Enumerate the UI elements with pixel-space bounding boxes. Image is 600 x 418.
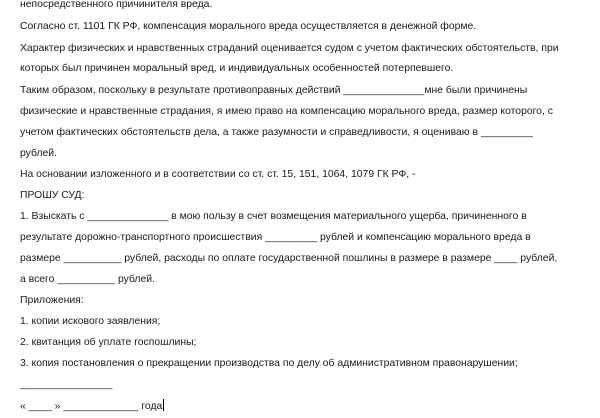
doc-line-10: ПРОШУ СУД: bbox=[20, 190, 85, 201]
doc-line-5: Таким образом, поскольку в результате противоправных действий ______________мне были причинены bbox=[20, 85, 528, 96]
text-cursor bbox=[163, 399, 164, 411]
doc-line-2: Согласно ст. 1101 ГК РФ, компенсация морального вреда осуществляется в денежной форме. bbox=[20, 21, 477, 32]
doc-line-14: а всего __________ рублей. bbox=[20, 274, 155, 285]
doc-line-17: 2. квитанция об уплате госпошлины; bbox=[20, 337, 197, 348]
doc-line-15: Приложения: bbox=[20, 295, 84, 306]
doc-line-20 bbox=[20, 399, 164, 413]
doc-line-11: 1. Взыскать с ______________ в мою пользу в счет возмещения материального ущерба, причиненного в bbox=[20, 211, 527, 222]
doc-line-1: непосредственного причинителя вреда. bbox=[20, 0, 213, 10]
doc-line-4: которых был причинен моральный вред, и индивидуальных особенностей потерпевшего. bbox=[20, 63, 454, 74]
doc-line-18: 3. копия постановления о прекращении производства по делу об административном правонарушении; bbox=[20, 358, 518, 369]
doc-line-8: рублей. bbox=[20, 148, 57, 159]
doc-line-9: На основании изложенного и в соответствии со ст. ст. 15, 151, 1064, 1079 ГК РФ, - bbox=[20, 169, 416, 180]
date-line-text: « ____ » _____________ года bbox=[20, 401, 163, 412]
doc-line-6: физические и нравственные страдания, я имею право на компенсацию морального вреда, размер которого, с bbox=[20, 106, 553, 117]
doc-line-19: ________________ bbox=[20, 379, 113, 390]
doc-line-3: Характер физических и нравственных страданий оценивается судом с учетом фактических обстоятельств, при bbox=[20, 43, 559, 54]
doc-line-16: 1. копии искового заявления; bbox=[20, 316, 161, 327]
doc-line-13: размере __________ рублей, расходы по оплате государственной пошлины в размере в размере ____ рублей, bbox=[20, 253, 558, 264]
doc-line-12: результате дорожно-транспортного происшествия _________ рублей и компенсацию морального вреда в bbox=[20, 232, 531, 243]
doc-line-7: учетом фактических обстоятельств дела, а также разумности и справедливости, я оцениваю в _________ bbox=[20, 127, 533, 138]
